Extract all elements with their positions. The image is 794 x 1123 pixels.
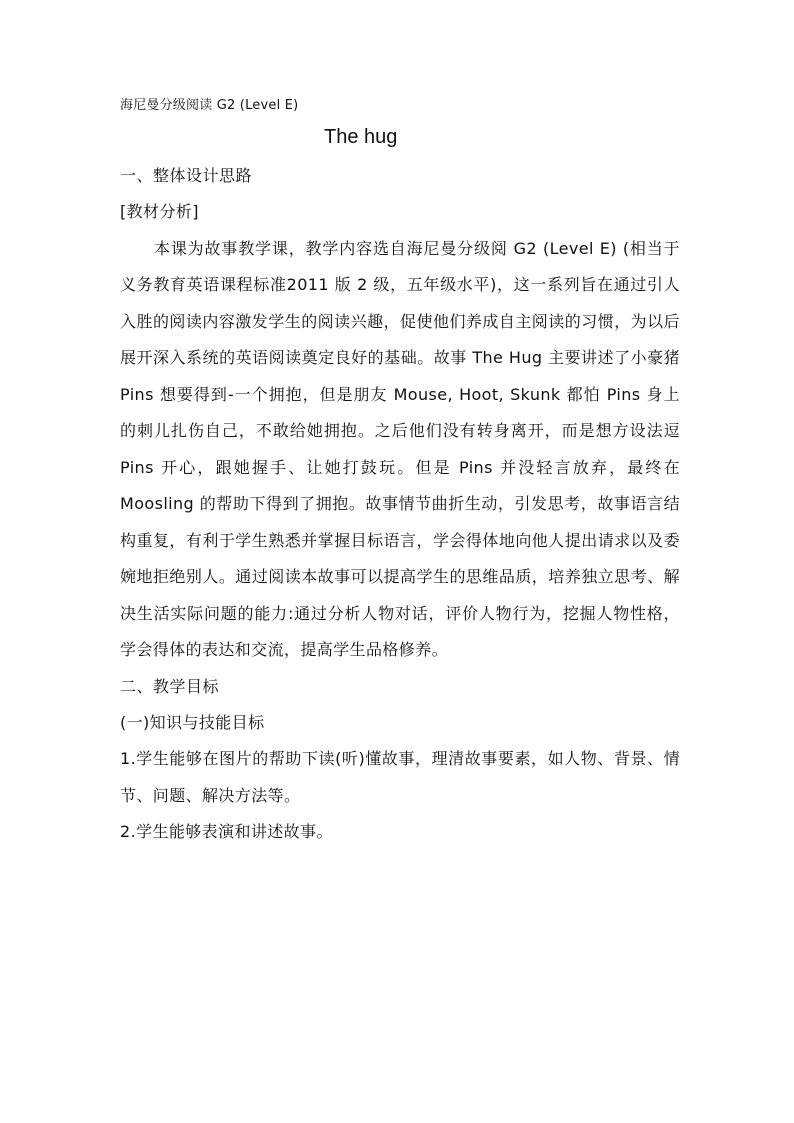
section-heading-objectives: 二、教学目标 [120, 676, 220, 696]
material-analysis-paragraph: 本课为故事教学课，教学内容选自海尼曼分级阅 G2 (Level E) (相当于义务教育英语课程标准2011 版 2 级，五年级水平)，这一系列旨在通过引人入胜的阅读内容激发学生的阅读兴趣，促使他们养成自主阅读的习惯，为以后展开深入系统的英语阅读奠定良好的基础。故事 The Hug 主要讲述了小豪猪 Pins 想要得到-一个拥抱，但是朋友 Mouse, Hoot, Skunk 都怕 Pins 身上的刺儿扎伤自己，不敢给她拥抱。之后他们没有转身离开，而是想方设法逗 Pins 开心，跟她握手、让她打鼓玩。但是 Pins 并没轻言放弃，最终在 Moosling 的帮助下得到了拥抱。故事情节曲折生动，引发思考，故事语言结构重复，有利于学生熟悉并掌握目标语言，学会得体地向他人提出请求以及委婉地拒绝别人。通过阅读本故事可以提高学生的思维品质，培养独立思考、解决生活实际问题的能力:通过分析人物对话，评价人物行为，挖掘人物性格，学会得体的表达和交流，提高学生品格修养。 [120, 238, 680, 659]
document-content [120, 96, 680, 851]
subheading-knowledge-skills: (一)知识与技能目标 [120, 712, 265, 732]
objective-item-2: 2.学生能够表演和讲述故事。 [120, 822, 333, 841]
source-line: 海尼曼分级阅读 G2 (Level E) [120, 98, 299, 113]
document-title: The hug [324, 126, 398, 148]
subheading-material-analysis: [教材分析] [120, 202, 199, 221]
section-heading-design: 一、整体设计思路 [120, 166, 253, 185]
objective-item-1: 1.学生能够在图片的帮助下读(听)懂故事，理清故事要素，如人物、背景、情节、问题、解决方法等。 [120, 749, 680, 805]
